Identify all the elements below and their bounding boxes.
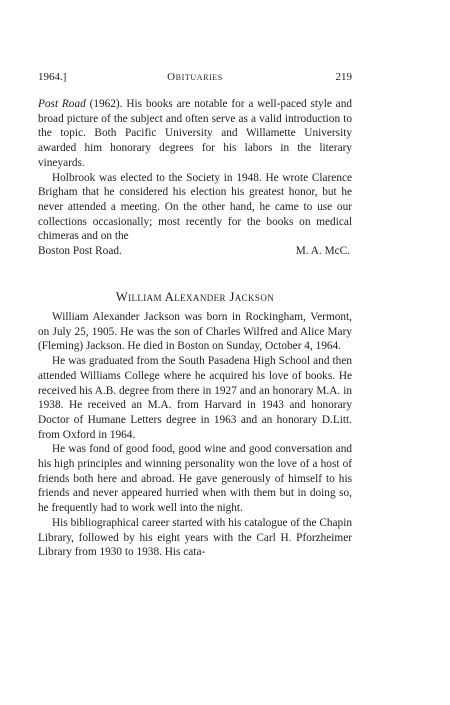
- running-head-year: 1964.]: [38, 71, 67, 83]
- obituary-heading: William Alexander Jackson: [115, 290, 275, 304]
- paragraph: [38, 171, 352, 245]
- signature-line: [38, 244, 352, 259]
- paragraph-text: Boston Post Road.: [38, 245, 122, 258]
- paragraph-text: (1962). His books are notable for a well-paced style and broad picture of the subject and often serve as a valid introduction to the topic. Both Pacific University and Willamette University awarded him honorary degrees for his labors in the literary vineyards.: [38, 98, 352, 169]
- paragraph-text: Holbrook was elected to the Society in 1948. He wrote Clarence Brigham that he considered his election his greatest honor, but he never attended a meeting. On the other hand, he came to use our collections occasionally; most recently for the books on medical chimeras and on the: [38, 171, 352, 243]
- previous-obituary-ending: [38, 97, 352, 259]
- obituary-body: [38, 310, 352, 560]
- paragraph: His bibliographical career started with his catalogue of the Chapin Library, followed by his eight years with the Carl H. Pforzheimer Library from 1930 to 1938. His cata-: [38, 516, 352, 559]
- paragraph: He was fond of good food, good wine and good conversation and his high principles and winning personality won the love of a host of friends both here and abroad. He gave generously of himself to his friends and never appeared hurried when with them but in doing so, he frequently had to work well into the night.: [38, 443, 352, 515]
- book-title: Post Road: [38, 98, 86, 110]
- page-number: 219: [335, 71, 352, 83]
- running-head: [38, 71, 352, 85]
- paragraph: William Alexander Jackson was born in Rockingham, Vermont, on July 25, 1905. He was the son of Charles Wilfred and Alice Mary (Fleming) Jackson. He died in Boston on Sunday, October 4, 1964.: [38, 311, 352, 353]
- author-initials: M. A. McC.: [295, 245, 350, 258]
- running-head-title: Obituaries: [167, 71, 223, 83]
- paragraph: [38, 97, 352, 171]
- paragraph: He was graduated from the South Pasadena High School and then attended Williams College where he acquired his love of books. He received his A.B. degree from there in 1927 and an honorary M.A. in 1938. He received an M.A. from Harvard in 1943 and honorary Doctor of Humane Letters degree in 1963 and an honorary D.Litt. from Oxford in 1964.: [38, 355, 352, 441]
